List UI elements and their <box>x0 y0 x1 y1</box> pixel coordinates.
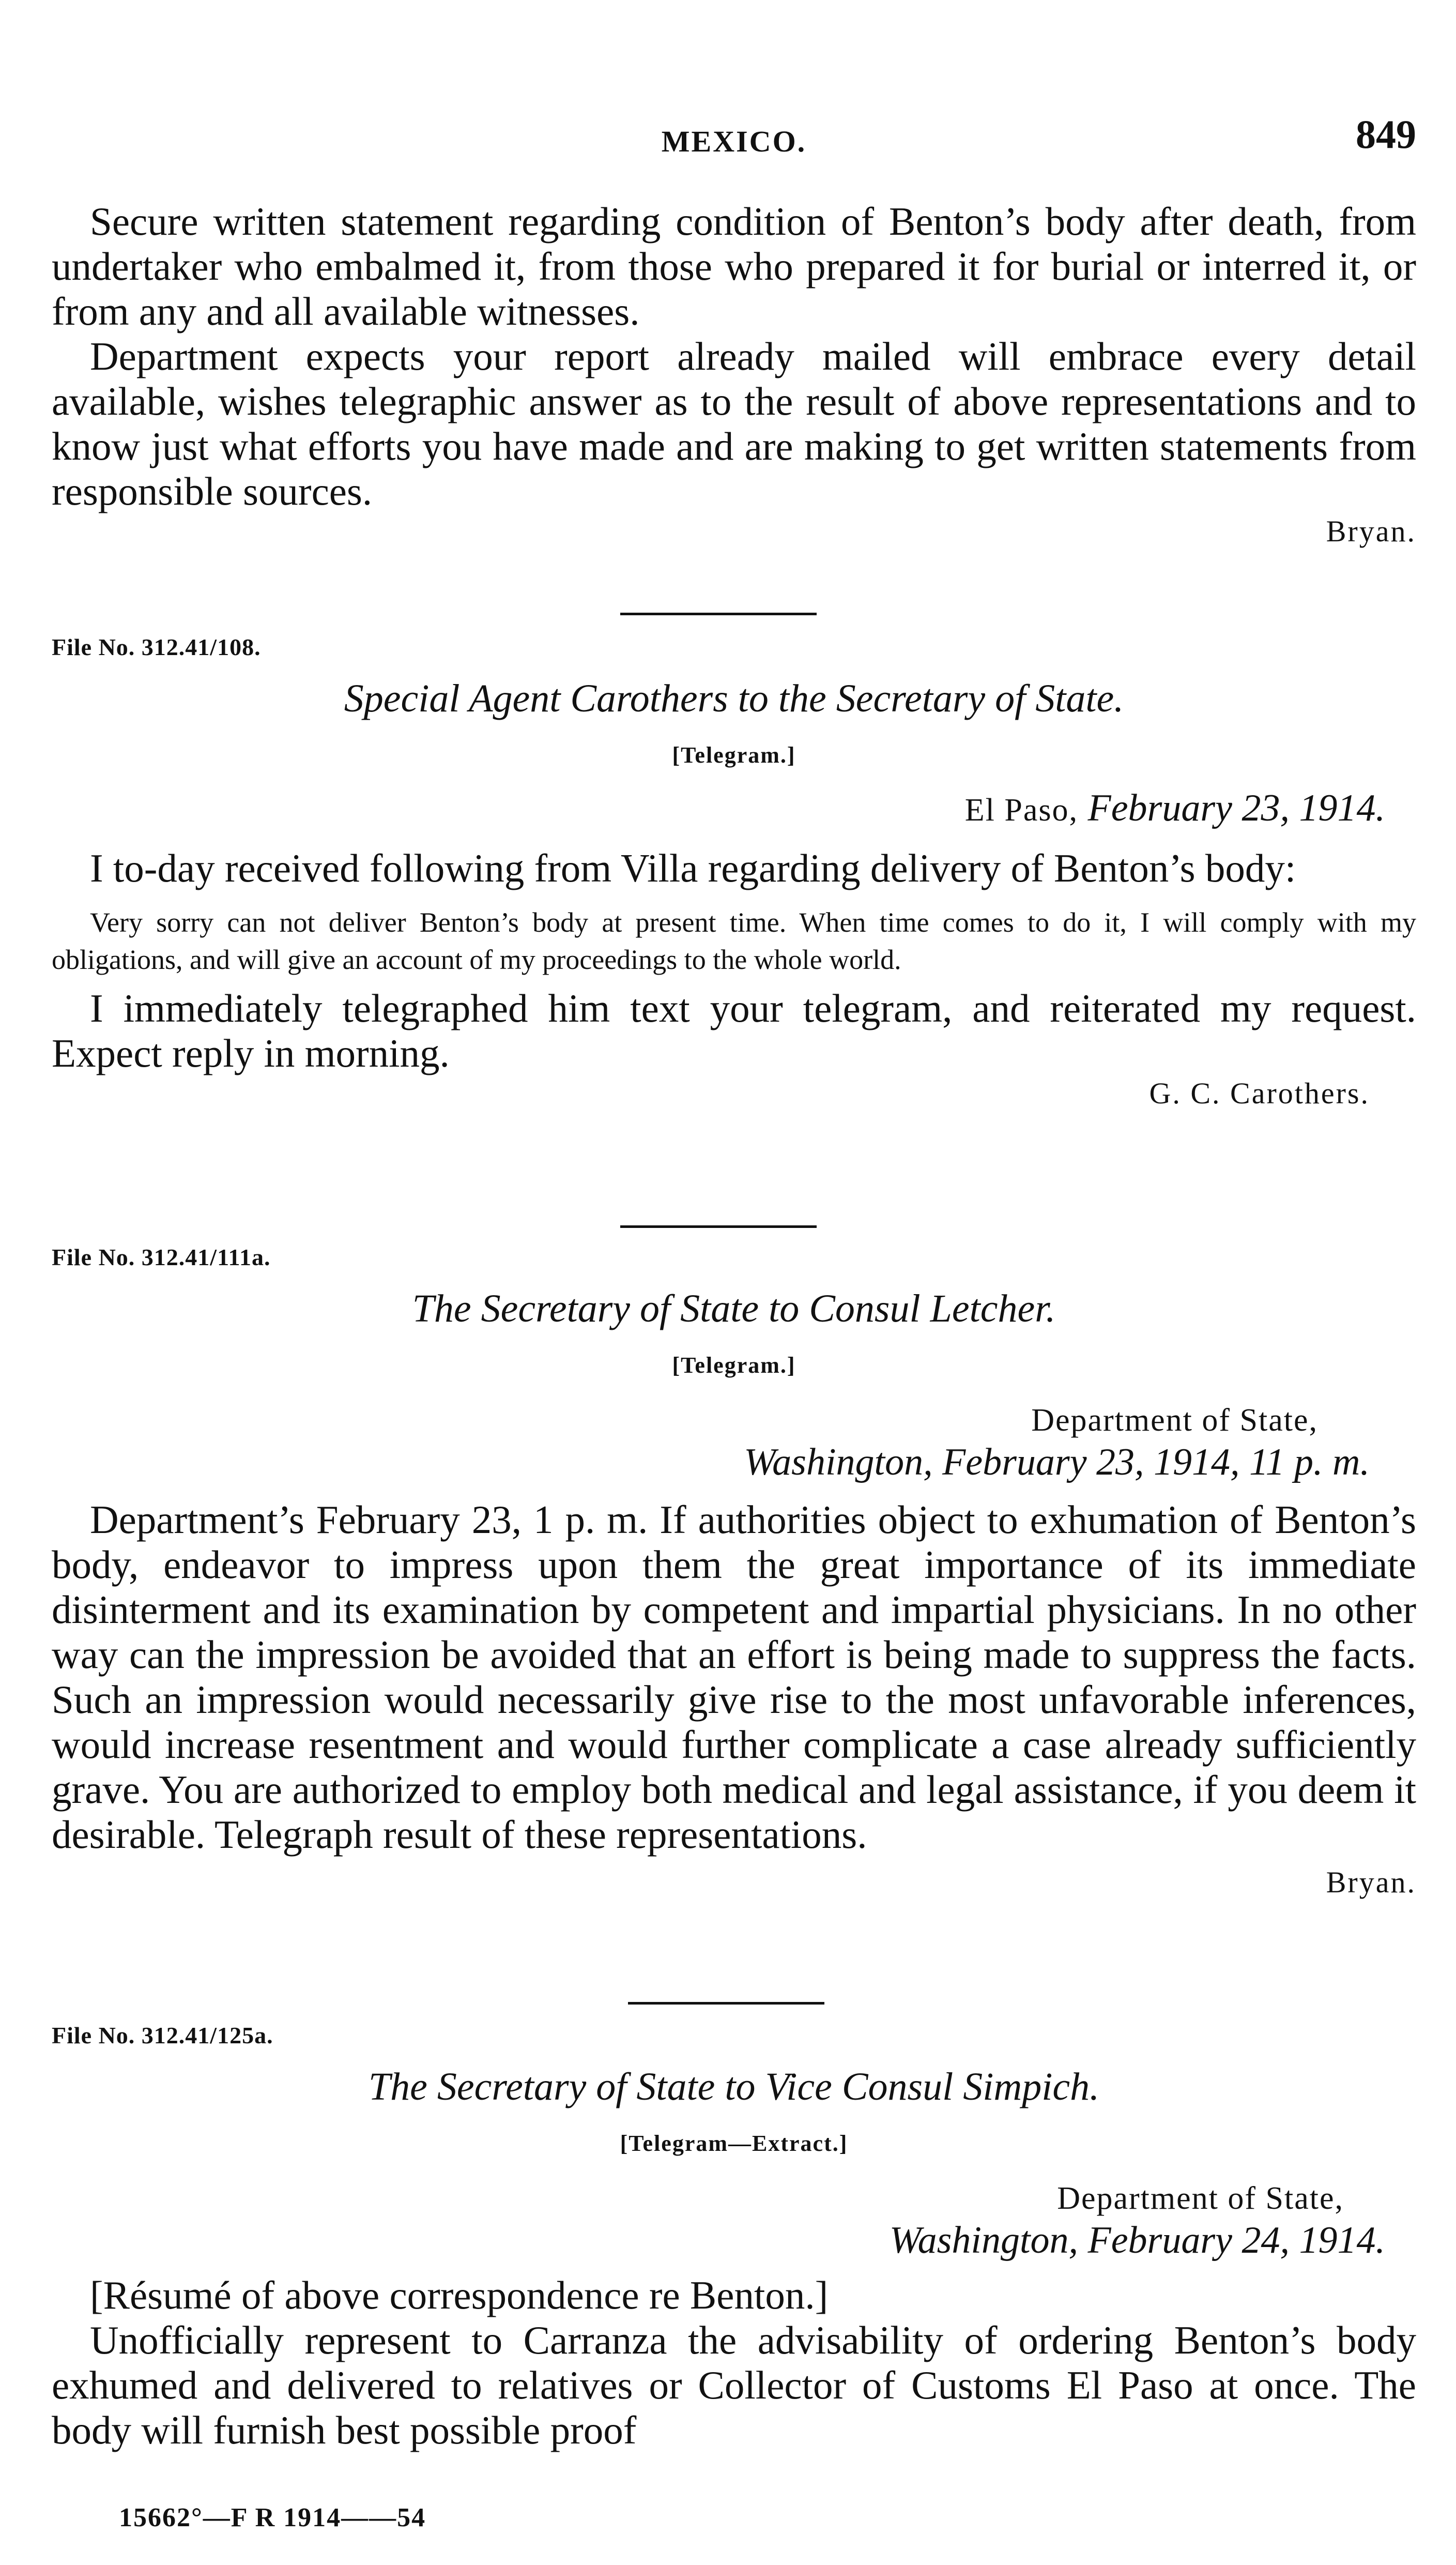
file-number: File No. 312.41/108. <box>52 634 261 660</box>
signature: Bryan. <box>1326 514 1416 548</box>
paragraph: I immediately telegraphed him text your telegram, and reiterated my request. Expect reply in morning. <box>52 986 1416 1075</box>
dateline: Washington, February 24, 1914. <box>889 2219 1385 2262</box>
paragraph: Department’s February 23, 1 p. m. If authorities object to exhumation of Benton’s body, endeavor to impress upon them the great importance of its immediate disinterment and its examination by competent and impartial physicians. In no other way can the impression be avoided that an effort is being made to suppress the facts. Such an impression would necessarily give rise to the most unfavorable inferences, would increase resentment and would further complicate a case already sufficiently grave. You are authorized to employ both medical and legal assistance, if you deem it desirable. Telegraph result of these representations. <box>52 1497 1416 1857</box>
telegram-label: [Telegram.] <box>672 742 796 768</box>
department-line: Department of State, <box>1031 1403 1318 1438</box>
department-line: Department of State, <box>1057 2181 1344 2216</box>
divider <box>620 1225 817 1228</box>
print-code: 15662°—F R 1914——54 <box>119 2503 426 2532</box>
dateline: Washington, February 23, 1914, 11 p. m. <box>744 1441 1370 1483</box>
resume-note: [Résumé of above correspondence re Benton.] <box>90 2273 829 2317</box>
paragraph: I to-day received following from Villa regarding delivery of Benton’s body: <box>90 846 1296 890</box>
document-page <box>52 0 1416 2565</box>
dateline <box>52 786 1416 830</box>
document-111a <box>52 1243 1416 1900</box>
document-title: Special Agent Carothers to the Secretary of State. <box>344 677 1124 720</box>
running-title: MEXICO. <box>661 125 807 158</box>
document-108 <box>52 633 1416 1111</box>
signature: Bryan. <box>1326 1865 1416 1899</box>
paragraph: Unofficially represent to Carranza the advisability of ordering Benton’s body exhumed and delivered to relatives or Collector of Customs El Paso at once. The body will furnish best possible proof <box>52 2318 1416 2452</box>
signature: G. C. Carothers. <box>1149 1076 1370 1110</box>
file-number: File No. 312.41/125a. <box>52 2022 273 2048</box>
document-title: The Secretary of State to Vice Consul Simpich. <box>368 2065 1100 2108</box>
divider <box>628 2002 824 2005</box>
quoted-telegram: Very sorry can not deliver Benton’s body at present time. When time comes to do it, I will comply with my obligations, and will give an account of my proceedings to the whole world. <box>52 907 1416 975</box>
section-continuation <box>52 199 1416 549</box>
page-number: 849 <box>1356 112 1416 157</box>
divider <box>620 613 817 615</box>
place: El Paso, <box>964 793 1078 828</box>
date: February 23, 1914. <box>1087 787 1385 829</box>
paragraph: Department expects your report already mailed will embrace every detail available, wishes telegraphic answer as to the result of above representations and to know just what efforts you have made and are making to get written statements from responsible sources. <box>52 334 1416 513</box>
document-125a <box>52 2022 1416 2453</box>
document-title: The Secretary of State to Consul Letcher. <box>412 1287 1056 1330</box>
paragraph: Secure written statement regarding condition of Benton’s body after death, from undertaker who embalmed it, from those who prepared it for burial or interred it, or from any and all available witnesses. <box>52 199 1416 333</box>
file-number: File No. 312.41/111a. <box>52 1244 271 1270</box>
telegram-label: [Telegram—Extract.] <box>620 2131 848 2156</box>
telegram-label: [Telegram.] <box>672 1353 796 1378</box>
